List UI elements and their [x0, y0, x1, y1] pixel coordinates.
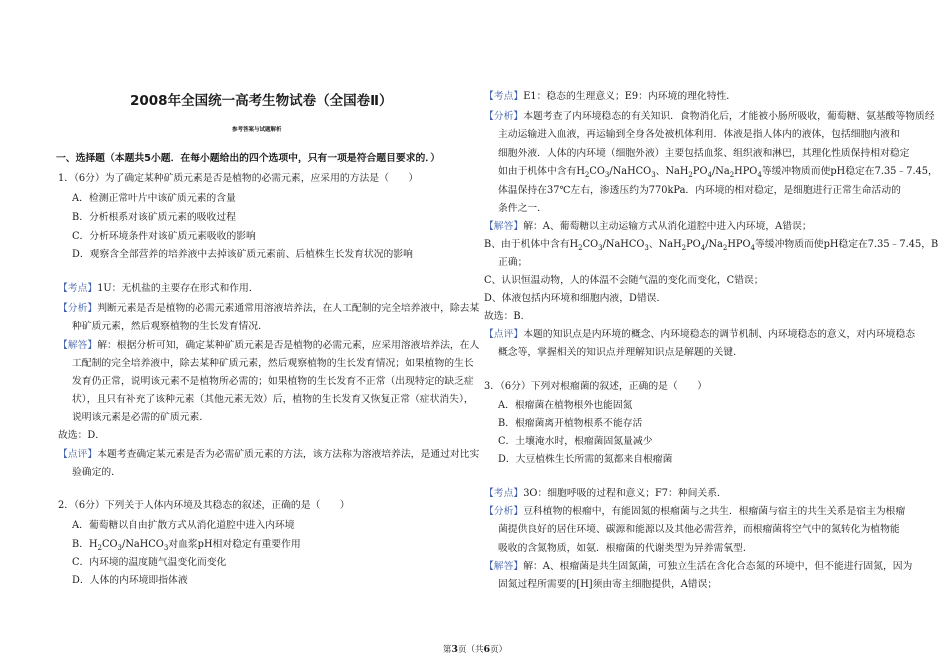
q2-dianping: [484, 328, 915, 342]
q2-dianping-line2: 概念等，掌握相关的知识点并理解知识点是解题的关键．: [498, 347, 743, 358]
footer-text: 第: [442, 645, 452, 655]
q1-fenxi: [58, 302, 479, 316]
q2-jieda: [484, 220, 812, 234]
q2-fenxi-line6: 条件之一．: [498, 203, 547, 214]
q1-answer: 故选：D．: [58, 430, 106, 441]
q2-option-b-text: 对血浆pH相对稳定有重要作用: [168, 539, 301, 550]
page-total: 6: [483, 644, 491, 655]
q2-fenxi-line2: 主动运输进入血液，再运输到全身各处被机体利用．体液是指人体内的液体，包括细胞内液和: [498, 129, 900, 140]
q2-fenxi-line5: 体温保持在37℃左右，渗透压约为770kPa．内环境的相对稳定，是细胞进行正常生命活动的: [498, 185, 901, 196]
q1-option-a: A．检测正常叶片中该矿质元素的含量: [72, 193, 236, 204]
jieda-tag: 【解答】: [484, 221, 524, 232]
paper-subtitle: 参考答案与试题解析: [232, 127, 282, 133]
dianping-tag: 【点评】: [58, 449, 98, 460]
subscript: 3: [117, 543, 123, 552]
subscript: 3: [163, 543, 169, 552]
q2-jieda-c: C、认识恒温动物，人的体温不会随气温的变化而变化，C错误；: [484, 275, 764, 286]
q1-kaodian: [58, 282, 259, 296]
q1-dianping-line2: 验确定的．: [72, 467, 121, 478]
fenxi-tag: 【分析】: [484, 111, 524, 122]
q3-option-c: C．土壤淹水时，根瘤菌固氮量减少: [498, 436, 653, 447]
kaodian-text: E1：稳态的生理意义；E9：内环境的理化特性．: [523, 91, 737, 102]
kaodian-tag: 【考点】: [484, 91, 524, 102]
q1-option-c: C．分析环境条件对该矿质元素吸收的影响: [72, 231, 256, 242]
q2-fenxi-line3: 细胞外液．人体的内环境（细胞外液）主要包括血浆、组织液和淋巴，其理化性质保持相对稳定: [498, 148, 910, 159]
fenxi-tag: 【分析】: [58, 303, 98, 314]
jieda-text: 解：A、葡萄糖以主动运输方式从消化道腔中进入内环境，A错误；: [523, 221, 812, 232]
q3-kaodian: [484, 487, 727, 501]
q2-option-c: C．内环境的温度随气温变化而变化: [72, 557, 227, 568]
section-heading: 一、选择题（本题共5小题．在每小题给出的四个选项中，只有一项是符合题目要求的．）: [56, 153, 440, 164]
q1-jieda-line3: 发育仍正常，说明该元素不是植物所必需的；如果植物的生长发育不正常（出现特定的缺乏症: [72, 376, 474, 387]
q2-answer: 故选：B．: [484, 311, 531, 322]
q3-option-d: D．大豆植株生长所需的氮都来自根瘤菌: [498, 454, 673, 465]
q2-option-b-text: B．H: [72, 539, 98, 550]
kaodian-tag: 【考点】: [58, 283, 98, 294]
q3-option-a: A．根瘤菌在植物根外也能固氮: [498, 400, 633, 411]
fenxi-text: 判断元素是否是植物的必需元素通常用溶液培养法，在人工配制的完全培养液中，除去某: [97, 303, 480, 314]
q3-fenxi-line3: 吸收的含氮物质，如氨．根瘤菌的代谢类型为异养需氧型．: [498, 543, 753, 554]
page-footer: [0, 643, 950, 655]
q2-option-b-text: /NaHCO: [122, 539, 164, 550]
q2-kaodian: [484, 90, 736, 104]
dianping-tag: 【点评】: [484, 329, 524, 340]
jieda-text: 解：根据分析可知，确定某种矿质元素是否是植物的必需元素，应采用溶液培养法，在人: [97, 340, 480, 351]
q1-stem: 1．（6分）为了确定某种矿质元素是否是植物的必需元素，应采用的方法是（ ）: [58, 173, 419, 184]
fenxi-text: 本题考查了内环境稳态的有关知识．食物消化后，才能被小肠所吸收，葡萄糖、氨基酸等物质经: [523, 111, 935, 122]
q1-jieda-line2: 工配制的完全培养液中，除去某种矿质元素，然后观察植物的生长发育情况；如果植物的生长: [72, 358, 474, 369]
footer-text: 页（共: [457, 645, 484, 655]
q2-jieda-d: D、体液包括内环境和细胞内液，D错误．: [484, 293, 667, 304]
page-number: 3: [451, 644, 458, 655]
q2-option-a: A．葡萄糖以自由扩散方式从消化道腔中进入内环境: [72, 520, 295, 531]
jieda-tag: 【解答】: [484, 561, 524, 572]
q1-jieda-line5: 说明该元素是必需的矿质元素．: [72, 412, 210, 423]
kaodian-tag: 【考点】: [484, 488, 524, 499]
q3-fenxi: [484, 505, 905, 519]
q3-jieda: [484, 560, 912, 574]
jieda-tag: 【解答】: [58, 340, 98, 351]
q3-fenxi-line2: 菌提供良好的居住环境、碳源和能源以及其他必需营养，而根瘤菌将空气中的氮转化为植物能: [498, 524, 900, 535]
dianping-text: 本题考查确定某元素是否为必需矿质元素的方法，该方法称为溶液培养法，是通过对比实: [97, 449, 480, 460]
q2-jieda-b: B、由于机体中含有$H_2CO_3/NaHCO_3$、$NaH_2PO_4/Na_2HPO_4$等缓冲物质而使pH稳定在7.35﹣7.45，B: [484, 239, 939, 252]
q3-jieda-line2: 固氮过程所需要的[H]须由寄主细胞提供，A错误；: [498, 579, 718, 590]
paper-title: 2008年全国统一高考生物试卷（全国卷Ⅱ）: [130, 93, 393, 109]
q1-dianping: [58, 448, 479, 462]
q2-jieda-b2: 正确；: [498, 257, 528, 268]
q2-fenxi: [484, 110, 935, 124]
fenxi-tag: 【分析】: [484, 506, 524, 517]
q1-option-d: D．观察含全部营养的培养液中去掉该矿质元素前、后植株生长发育状况的影响: [72, 249, 413, 260]
kaodian-text: 3O：细胞呼吸的过程和意义；F7：种间关系．: [523, 488, 727, 499]
q2-option-b-text: CO: [102, 539, 118, 550]
q2-option-d: D．人体的内环境即指体液: [72, 575, 188, 586]
q1-fenxi-line2: 种矿质元素，然后观察植物的生长发育情况．: [72, 321, 268, 332]
fenxi-text: 豆科植物的根瘤中，有能固氮的根瘤菌与之共生．根瘤菌与宿主的共生关系是宿主为根瘤: [523, 506, 906, 517]
q2-fenxi-line4: 如由于机体中含有$H_2CO_3/NaHCO_3$、$NaH_2PO_4/Na_2HPO_4$等缓冲物质而使pH稳定在7.35﹣7.45，: [498, 166, 938, 179]
q2-option-b: [72, 538, 301, 552]
q3-stem: 3．（6分）下列对根瘤菌的叙述，正确的是（ ）: [484, 381, 708, 392]
q2-stem: 2．（6分）下列关于人体内环境及其稳态的叙述，正确的是（ ）: [58, 500, 350, 511]
q3-option-b: B．根瘤菌离开植物根系不能存活: [498, 418, 643, 429]
q1-jieda-line4: 状），且只有补充了该种元素（其他元素无效）后，植物的生长发育又恢复正常（症状消失），: [72, 394, 474, 405]
dianping-text: 本题的知识点是内环境的概念、内环境稳态的调节机制、内环境稳态的意义，对内环境稳态: [523, 329, 916, 340]
subscript: 2: [97, 543, 103, 552]
q1-option-b: B．分析根系对该矿质元素的吸收过程: [72, 212, 236, 223]
footer-text: 页）: [490, 645, 508, 655]
kaodian-text: 1U：无机盐的主要存在形式和作用．: [97, 283, 259, 294]
jieda-text: 解：A、根瘤菌是共生固氮菌，可独立生活在含化合态氮的环境中，但不能进行固氮，因为: [523, 561, 913, 572]
q1-jieda: [58, 339, 479, 353]
